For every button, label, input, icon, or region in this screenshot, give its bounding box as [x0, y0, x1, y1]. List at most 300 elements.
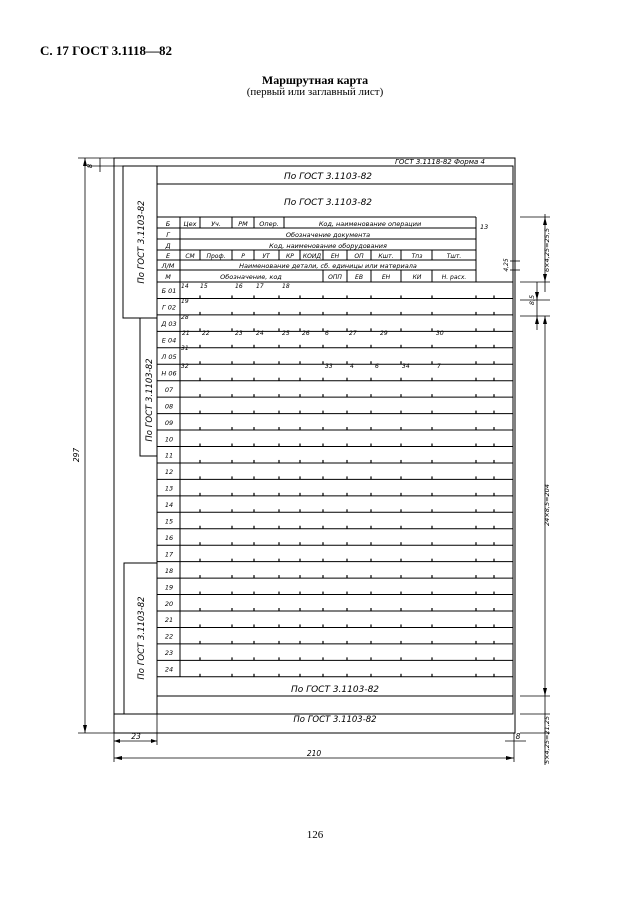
row-tick: [346, 378, 347, 381]
row-e-cell-6: ЕН: [330, 253, 340, 260]
row-tick: [199, 394, 200, 397]
row-g-prefix: Г: [166, 231, 170, 239]
row-tick: [278, 509, 279, 512]
row-tick: [370, 295, 371, 298]
callout-19: 19: [181, 298, 189, 305]
row-tick: [299, 460, 300, 463]
row-tick: [493, 542, 494, 545]
callout-31: 31: [181, 345, 189, 352]
row-tick: [231, 641, 232, 644]
row-tick: [475, 345, 476, 348]
row-tick: [299, 394, 300, 397]
row-tick: [253, 444, 254, 447]
row-tick: [278, 624, 279, 627]
row-e-cell-5: КОИД: [302, 253, 322, 260]
row-tick: [278, 295, 279, 298]
row-m-cell-1: ОПП: [328, 274, 342, 281]
row-tick: [493, 411, 494, 414]
row-tick: [400, 542, 401, 545]
row-tick: [322, 378, 323, 381]
row-tick: [346, 608, 347, 611]
row-tick: [199, 328, 200, 331]
callout-32: 32: [181, 363, 189, 370]
row-tick: [299, 444, 300, 447]
row-tick: [253, 509, 254, 512]
callout-26: 26: [302, 330, 310, 337]
row-number: Д 03: [161, 320, 177, 329]
row-tick: [370, 509, 371, 512]
row-tick: [493, 295, 494, 298]
callout-29: 29: [380, 330, 388, 337]
form-subtitle: (первый или заглавный лист): [246, 86, 384, 98]
row-tick: [278, 378, 279, 381]
row-tick: [400, 295, 401, 298]
row-tick: [493, 427, 494, 430]
row-tick: [322, 394, 323, 397]
row-tick: [370, 657, 371, 660]
row-tick: [346, 657, 347, 660]
row-tick: [431, 476, 432, 479]
row-tick: [431, 493, 432, 496]
row-tick: [253, 592, 254, 595]
row-number: 23: [164, 649, 174, 658]
row-tick: [370, 608, 371, 611]
row-tick: [278, 493, 279, 496]
row-tick: [370, 361, 371, 364]
row-tick: [199, 378, 200, 381]
row-tick: [370, 526, 371, 529]
row-e-cell-0: СМ: [185, 253, 195, 260]
row-tick: [231, 542, 232, 545]
row-tick: [370, 493, 371, 496]
row-tick: [431, 328, 432, 331]
row-tick: [370, 460, 371, 463]
row-number: Б 01: [161, 287, 177, 296]
row-tick: [475, 657, 476, 660]
row-tick: [278, 427, 279, 430]
row-number: 08: [164, 402, 174, 411]
row-tick: [299, 592, 300, 595]
row-tick: [400, 559, 401, 562]
row-tick: [493, 641, 494, 644]
row-tick: [231, 674, 232, 677]
stamp-label-top: По ГОСТ 3.1103-82: [283, 172, 373, 182]
row-tick: [400, 592, 401, 595]
row-tick: [475, 295, 476, 298]
row-tick: [199, 559, 200, 562]
row-tick: [299, 674, 300, 677]
row-tick: [278, 312, 279, 315]
callout-30: 30: [436, 330, 444, 337]
row-tick: [475, 312, 476, 315]
row-tick: [322, 411, 323, 414]
form-number-label: ГОСТ 3.1118-82 Форма 4: [395, 158, 485, 166]
row-tick: [253, 608, 254, 611]
row-tick: [370, 345, 371, 348]
callout-28: 28: [181, 314, 189, 321]
row-tick: [346, 444, 347, 447]
row-tick: [253, 460, 254, 463]
row-number: 19: [164, 583, 174, 592]
row-number: 22: [164, 632, 174, 641]
row-tick: [431, 641, 432, 644]
row-tick: [346, 542, 347, 545]
row-tick: [493, 328, 494, 331]
row-m-cell-4: КИ: [412, 274, 422, 281]
row-tick: [400, 345, 401, 348]
row-tick: [253, 575, 254, 578]
row-tick: [346, 476, 347, 479]
row-tick: [199, 427, 200, 430]
row-tick: [253, 674, 254, 677]
row-tick: [253, 361, 254, 364]
row-tick: [322, 427, 323, 430]
row-tick: [493, 345, 494, 348]
row-tick: [278, 608, 279, 611]
row-tick: [322, 657, 323, 660]
row-tick: [299, 624, 300, 627]
row-tick: [493, 657, 494, 660]
row-tick: [253, 657, 254, 660]
row-tick: [199, 608, 200, 611]
row-tick: [400, 575, 401, 578]
row-tick: [475, 608, 476, 611]
form-title: Маршрутная карта: [261, 73, 369, 87]
row-tick: [299, 526, 300, 529]
dim-left-margin: 23: [131, 732, 141, 741]
callout-33: 33: [325, 363, 333, 370]
row-tick: [370, 328, 371, 331]
row-tick: [475, 444, 476, 447]
callout-23: 23: [235, 330, 243, 337]
callout-6a: 6: [325, 330, 329, 337]
row-tick: [493, 378, 494, 381]
callout-34: 34: [402, 363, 410, 370]
row-tick: [253, 641, 254, 644]
row-m-cell-2: ЕВ: [355, 274, 363, 281]
row-tick: [231, 361, 232, 364]
row-tick: [199, 657, 200, 660]
row-tick: [475, 460, 476, 463]
row-tick: [475, 509, 476, 512]
row-tick: [299, 509, 300, 512]
row-tick: [278, 361, 279, 364]
row-number: Л 05: [161, 353, 177, 362]
row-tick: [231, 624, 232, 627]
row-tick: [322, 509, 323, 512]
row-e-cell-4: КР: [286, 253, 294, 260]
row-number: 12: [164, 468, 174, 477]
row-tick: [278, 575, 279, 578]
row-tick: [400, 378, 401, 381]
dim-right-margin: 8: [515, 732, 521, 741]
row-number: Н 06: [161, 369, 177, 378]
row-tick: [370, 411, 371, 414]
row-tick: [322, 295, 323, 298]
row-tick: [322, 592, 323, 595]
row-tick: [493, 575, 494, 578]
row-tick: [346, 460, 347, 463]
row-tick: [431, 559, 432, 562]
row-e-cell-2: Р: [241, 253, 245, 260]
row-tick: [199, 509, 200, 512]
row-tick: [322, 575, 323, 578]
row-tick: [278, 592, 279, 595]
row-tick: [400, 509, 401, 512]
row-tick: [253, 542, 254, 545]
row-tick: [475, 328, 476, 331]
row-tick: [299, 493, 300, 496]
row-tick: [431, 345, 432, 348]
row-tick: [253, 378, 254, 381]
row-tick: [431, 378, 432, 381]
row-tick: [322, 493, 323, 496]
row-tick: [253, 328, 254, 331]
row-number: 16: [164, 533, 174, 542]
row-tick: [493, 444, 494, 447]
row-e-cell-8: Кшт.: [378, 253, 394, 260]
dim-width: 210: [306, 749, 322, 758]
row-b-cell-2: РМ: [238, 220, 248, 228]
row-tick: [346, 592, 347, 595]
row-tick: [231, 427, 232, 430]
row-tick: [231, 526, 232, 529]
row-tick: [400, 526, 401, 529]
row-tick: [299, 559, 300, 562]
row-number: 07: [164, 385, 174, 394]
row-tick: [278, 444, 279, 447]
row-tick: [299, 608, 300, 611]
row-b-cell-3: Опер.: [259, 220, 279, 228]
row-tick: [199, 493, 200, 496]
row-tick: [231, 493, 232, 496]
row-tick: [253, 411, 254, 414]
row-tick: [400, 394, 401, 397]
row-tick: [322, 361, 323, 364]
row-tick: [475, 575, 476, 578]
row-number: 13: [164, 484, 174, 493]
row-number: 20: [164, 599, 174, 608]
row-tick: [493, 394, 494, 397]
callout-25: 25: [282, 330, 290, 337]
row-tick: [346, 624, 347, 627]
side-label-bottom: По ГОСТ 3.1103-82: [137, 596, 147, 680]
row-tick: [322, 328, 323, 331]
row-number: 24: [164, 665, 174, 674]
row-tick: [278, 460, 279, 463]
row-tick: [431, 444, 432, 447]
row-d-text: Код, наименование оборудования: [269, 242, 387, 250]
row-tick: [199, 345, 200, 348]
row-e-cell-1: Проф.: [206, 253, 226, 260]
row-tick: [253, 394, 254, 397]
row-tick: [493, 509, 494, 512]
row-tick: [400, 460, 401, 463]
row-tick: [231, 394, 232, 397]
row-l-prefix: Л/М: [161, 262, 175, 270]
row-tick: [278, 542, 279, 545]
stamp-label-second: По ГОСТ 3.1103-82: [283, 198, 373, 208]
row-tick: [475, 542, 476, 545]
row-tick: [231, 509, 232, 512]
callout-22: 22: [202, 330, 210, 337]
dim-row-small: 4,25: [503, 258, 510, 272]
row-tick: [475, 624, 476, 627]
row-tick: [231, 312, 232, 315]
row-tick: [278, 394, 279, 397]
row-tick: [278, 559, 279, 562]
row-tick: [253, 526, 254, 529]
row-tick: [493, 559, 494, 562]
row-number: 10: [164, 435, 174, 444]
row-tick: [322, 476, 323, 479]
row-tick: [370, 674, 371, 677]
row-tick: [431, 608, 432, 611]
row-tick: [400, 444, 401, 447]
row-tick: [253, 427, 254, 430]
stamp-label-footer: По ГОСТ 3.1103-82: [293, 715, 377, 725]
row-tick: [346, 295, 347, 298]
row-tick: [322, 345, 323, 348]
row-tick: [493, 608, 494, 611]
stamp-label-bottom: По ГОСТ 3.1103-82: [290, 685, 380, 695]
row-m-cell-3: ЕН: [381, 274, 391, 281]
row-tick: [231, 444, 232, 447]
row-b-callout: 13: [480, 223, 489, 231]
row-tick: [370, 592, 371, 595]
row-tick: [346, 312, 347, 315]
row-tick: [299, 312, 300, 315]
row-tick: [322, 559, 323, 562]
row-tick: [322, 444, 323, 447]
row-tick: [400, 641, 401, 644]
row-tick: [475, 592, 476, 595]
row-tick: [370, 476, 371, 479]
callout-17: 17: [256, 283, 264, 290]
row-tick: [299, 295, 300, 298]
row-g-text: Обозначение документа: [285, 231, 371, 239]
row-tick: [322, 542, 323, 545]
callout-18: 18: [282, 283, 290, 290]
row-tick: [199, 411, 200, 414]
row-tick: [299, 657, 300, 660]
row-tick: [253, 345, 254, 348]
row-tick: [431, 427, 432, 430]
row-tick: [431, 542, 432, 545]
dim-rows-total: 24×8,5=204: [543, 484, 551, 526]
row-tick: [278, 411, 279, 414]
row-tick: [231, 592, 232, 595]
row-tick: [431, 592, 432, 595]
callout-27: 27: [349, 330, 357, 337]
row-tick: [431, 361, 432, 364]
row-tick: [299, 378, 300, 381]
row-m-cell-5: Н. расх.: [441, 274, 467, 281]
row-tick: [278, 526, 279, 529]
row-tick: [231, 657, 232, 660]
row-number: 21: [164, 616, 174, 625]
row-tick: [299, 427, 300, 430]
row-tick: [346, 674, 347, 677]
row-tick: [278, 476, 279, 479]
callout-4: 4: [350, 363, 354, 370]
row-e-prefix: Е: [165, 252, 171, 260]
row-tick: [370, 559, 371, 562]
row-tick: [253, 476, 254, 479]
row-tick: [370, 641, 371, 644]
row-tick: [231, 328, 232, 331]
dim-height: 297: [72, 447, 81, 463]
row-tick: [346, 575, 347, 578]
row-b-cell-1: Уч.: [211, 220, 221, 228]
side-label-top: По ГОСТ 3.1103-82: [137, 200, 147, 284]
row-tick: [322, 608, 323, 611]
row-tick: [400, 657, 401, 660]
row-l-text: Наименование детали, сб. единицы или материала: [239, 262, 417, 270]
row-tick: [475, 493, 476, 496]
row-tick: [278, 328, 279, 331]
row-tick: [400, 608, 401, 611]
callout-7: 7: [437, 363, 441, 370]
row-tick: [400, 411, 401, 414]
row-tick: [370, 394, 371, 397]
dim-footer-rows: 5×4,25=21,25: [543, 715, 551, 765]
row-tick: [346, 361, 347, 364]
row-tick: [431, 509, 432, 512]
row-tick: [231, 476, 232, 479]
row-tick: [346, 509, 347, 512]
row-tick: [322, 674, 323, 677]
row-tick: [400, 427, 401, 430]
dim-row-h: 8,5: [528, 294, 536, 306]
row-tick: [475, 378, 476, 381]
row-b-cell-0: Цех: [183, 220, 197, 228]
row-tick: [370, 312, 371, 315]
row-tick: [346, 493, 347, 496]
row-tick: [199, 674, 200, 677]
row-tick: [431, 312, 432, 315]
row-tick: [346, 641, 347, 644]
row-tick: [299, 641, 300, 644]
row-tick: [278, 345, 279, 348]
row-tick: [475, 526, 476, 529]
row-tick: [199, 312, 200, 315]
row-tick: [231, 575, 232, 578]
row-tick: [400, 674, 401, 677]
page-number: 126: [306, 829, 324, 841]
row-e-cell-9: Тпз: [411, 253, 423, 260]
row-tick: [400, 312, 401, 315]
row-tick: [370, 624, 371, 627]
row-tick: [199, 361, 200, 364]
row-tick: [299, 575, 300, 578]
row-tick: [231, 559, 232, 562]
row-tick: [346, 394, 347, 397]
row-tick: [370, 378, 371, 381]
row-tick: [431, 526, 432, 529]
row-number: 18: [164, 566, 174, 575]
row-tick: [431, 674, 432, 677]
row-tick: [346, 411, 347, 414]
row-tick: [400, 493, 401, 496]
row-tick: [346, 328, 347, 331]
row-tick: [231, 411, 232, 414]
row-tick: [431, 394, 432, 397]
row-tick: [199, 624, 200, 627]
row-tick: [493, 624, 494, 627]
row-m-prefix: М: [165, 273, 171, 281]
row-tick: [322, 641, 323, 644]
